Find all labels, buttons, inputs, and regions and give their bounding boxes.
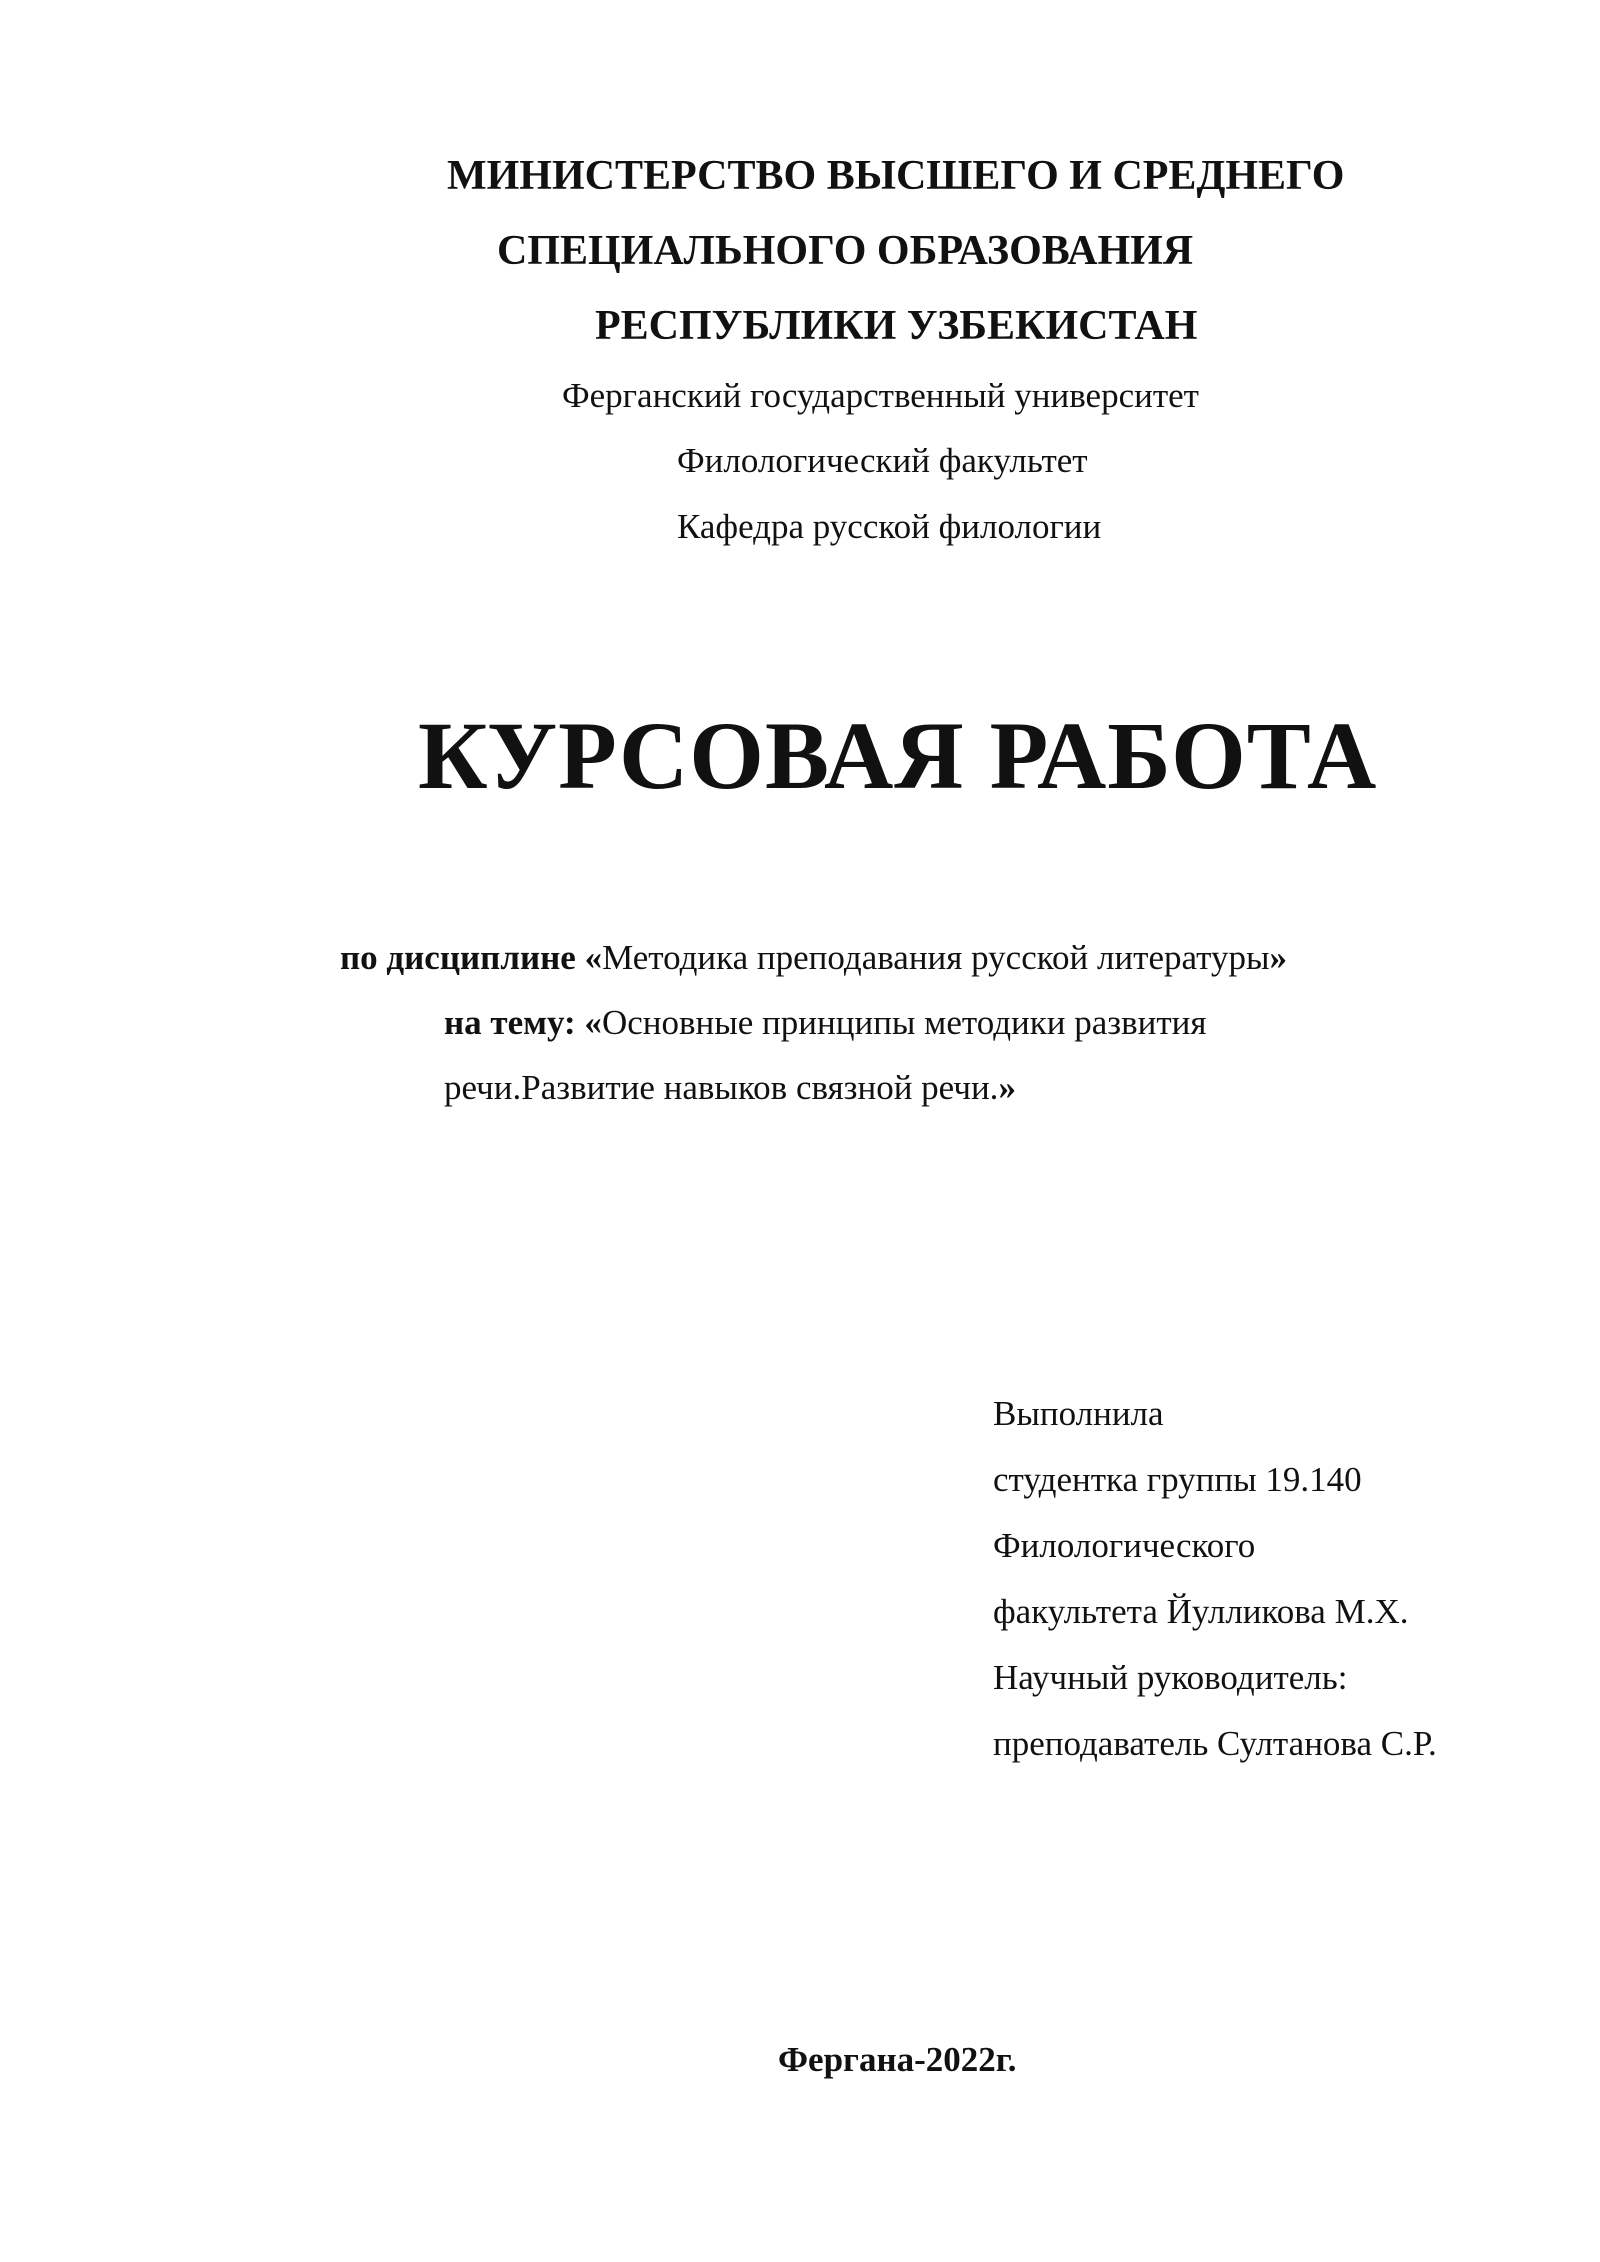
author-info-line-3: Филологического bbox=[993, 1526, 1256, 1565]
topic-value-part-1: Основные принципы методики развития bbox=[601, 1003, 1207, 1042]
discipline-close-quote: » bbox=[1269, 938, 1287, 977]
topic-label: на тему: « bbox=[444, 1003, 602, 1042]
author-info-line-5: Научный руководитель: bbox=[993, 1658, 1348, 1697]
discipline-line bbox=[340, 940, 1287, 975]
document-title: КУРСОВАЯ РАБОТА bbox=[418, 702, 1378, 809]
ministry-line-2: СПЕЦИАЛЬНОГО ОБРАЗОВАНИЯ bbox=[497, 228, 1194, 274]
department-name: Кафедра русской филологии bbox=[677, 507, 1102, 546]
author-info-line-1: Выполнила bbox=[993, 1394, 1164, 1433]
topic-line-1 bbox=[444, 1005, 1206, 1040]
author-info-line-2: студентка группы 19.140 bbox=[993, 1460, 1362, 1499]
discipline-value: Методика преподавания русской литературы bbox=[602, 938, 1270, 977]
author-info-line-6: преподаватель Султанова С.Р. bbox=[993, 1724, 1437, 1763]
ministry-line-1: МИНИСТЕРСТВО ВЫСШЕГО И СРЕДНЕГО bbox=[447, 153, 1345, 199]
author-info-line-4: факультета Йулликова М.Х. bbox=[993, 1592, 1409, 1631]
city-year: Фергана-2022г. bbox=[778, 2040, 1017, 2079]
faculty-name: Филологический факультет bbox=[677, 441, 1088, 480]
topic-value-part-2: речи.Развитие навыков связной речи. bbox=[444, 1068, 999, 1107]
ministry-line-3: РЕСПУБЛИКИ УЗБЕКИСТАН bbox=[595, 303, 1198, 349]
topic-line-2 bbox=[444, 1070, 1016, 1105]
topic-close-quote: » bbox=[998, 1068, 1016, 1107]
university-name: Ферганский государственный университет bbox=[562, 376, 1199, 415]
discipline-label: по дисциплине « bbox=[340, 938, 603, 977]
